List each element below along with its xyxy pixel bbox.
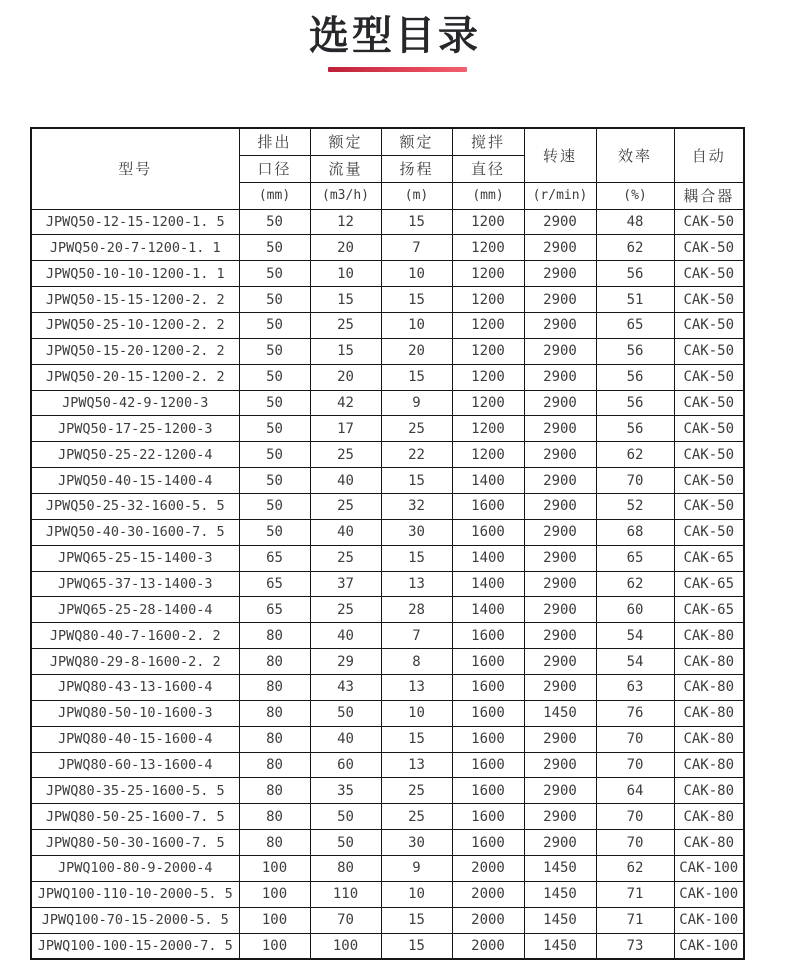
model-cell: JPWQ50-15-15-1200-2. 2	[31, 287, 239, 313]
table-row	[31, 855, 744, 881]
coupler-cell: CAK-80	[674, 726, 744, 752]
efficiency-cell: 56	[596, 261, 674, 287]
flow-cell: 110	[310, 881, 381, 907]
head-cell: 13	[381, 571, 452, 597]
coupler-cell: CAK-50	[674, 519, 744, 545]
mixing-cell: 1600	[452, 804, 524, 830]
table-row	[31, 545, 744, 571]
model-cell: JPWQ50-40-15-1400-4	[31, 468, 239, 494]
model-cell: JPWQ50-40-30-1600-7. 5	[31, 519, 239, 545]
table-row	[31, 649, 744, 675]
speed-cell: 2900	[524, 674, 596, 700]
unit-mixing: (mm)	[452, 182, 524, 209]
flow-cell: 40	[310, 623, 381, 649]
model-cell: JPWQ100-80-9-2000-4	[31, 855, 239, 881]
table-row	[31, 674, 744, 700]
mixing-cell: 1200	[452, 390, 524, 416]
outlet-cell: 50	[239, 364, 310, 390]
coupler-cell: CAK-65	[674, 571, 744, 597]
table-row	[31, 416, 744, 442]
table-row	[31, 597, 744, 623]
speed-cell: 1450	[524, 933, 596, 959]
model-cell: JPWQ50-15-20-1200-2. 2	[31, 338, 239, 364]
efficiency-cell: 76	[596, 700, 674, 726]
flow-cell: 50	[310, 804, 381, 830]
unit-head: (m)	[381, 182, 452, 209]
flow-cell: 43	[310, 674, 381, 700]
table-row	[31, 881, 744, 907]
header-row-1	[31, 128, 744, 155]
table-row	[31, 752, 744, 778]
model-cell: JPWQ100-100-15-2000-7. 5	[31, 933, 239, 959]
head-cell: 10	[381, 881, 452, 907]
mixing-cell: 1200	[452, 338, 524, 364]
mixing-cell: 1600	[452, 778, 524, 804]
outlet-cell: 100	[239, 855, 310, 881]
outlet-cell: 80	[239, 674, 310, 700]
outlet-cell: 100	[239, 933, 310, 959]
speed-cell: 1450	[524, 881, 596, 907]
head-cell: 25	[381, 416, 452, 442]
outlet-cell: 80	[239, 752, 310, 778]
head-cell: 15	[381, 545, 452, 571]
mixing-cell: 1200	[452, 312, 524, 338]
outlet-cell: 80	[239, 700, 310, 726]
coupler-cell: CAK-80	[674, 623, 744, 649]
model-cell: JPWQ80-60-13-1600-4	[31, 752, 239, 778]
head-cell: 15	[381, 726, 452, 752]
outlet-cell: 100	[239, 907, 310, 933]
outlet-cell: 50	[239, 261, 310, 287]
head-cell: 30	[381, 830, 452, 856]
mixing-cell: 1400	[452, 545, 524, 571]
coupler-cell: CAK-80	[674, 649, 744, 675]
model-cell: JPWQ80-50-10-1600-3	[31, 700, 239, 726]
speed-cell: 2900	[524, 571, 596, 597]
model-cell: JPWQ80-35-25-1600-5. 5	[31, 778, 239, 804]
coupler-cell: CAK-50	[674, 416, 744, 442]
flow-cell: 50	[310, 830, 381, 856]
col-header-outlet-line2: 口径	[239, 155, 310, 182]
model-cell: JPWQ80-40-15-1600-4	[31, 726, 239, 752]
outlet-cell: 50	[239, 390, 310, 416]
table-row	[31, 468, 744, 494]
coupler-cell: CAK-80	[674, 778, 744, 804]
efficiency-cell: 68	[596, 519, 674, 545]
efficiency-cell: 71	[596, 881, 674, 907]
outlet-cell: 50	[239, 312, 310, 338]
speed-cell: 2900	[524, 468, 596, 494]
outlet-cell: 80	[239, 726, 310, 752]
efficiency-cell: 70	[596, 830, 674, 856]
coupler-cell: CAK-50	[674, 338, 744, 364]
table-row	[31, 804, 744, 830]
outlet-cell: 80	[239, 649, 310, 675]
outlet-cell: 50	[239, 338, 310, 364]
head-cell: 7	[381, 623, 452, 649]
coupler-cell: CAK-80	[674, 804, 744, 830]
table-row	[31, 312, 744, 338]
mixing-cell: 2000	[452, 881, 524, 907]
model-cell: JPWQ65-25-28-1400-4	[31, 597, 239, 623]
col-header-efficiency: 效率	[596, 128, 674, 182]
outlet-cell: 50	[239, 519, 310, 545]
head-cell: 15	[381, 468, 452, 494]
table-row	[31, 442, 744, 468]
speed-cell: 2900	[524, 312, 596, 338]
efficiency-cell: 52	[596, 493, 674, 519]
mixing-cell: 2000	[452, 933, 524, 959]
flow-cell: 25	[310, 442, 381, 468]
coupler-cell: CAK-50	[674, 442, 744, 468]
outlet-cell: 50	[239, 442, 310, 468]
mixing-cell: 1200	[452, 416, 524, 442]
mixing-cell: 1200	[452, 364, 524, 390]
efficiency-cell: 51	[596, 287, 674, 313]
table-row	[31, 287, 744, 313]
unit-outlet: (mm)	[239, 182, 310, 209]
coupler-cell: CAK-100	[674, 855, 744, 881]
table-header	[31, 128, 744, 209]
mixing-cell: 1600	[452, 752, 524, 778]
head-cell: 15	[381, 287, 452, 313]
mixing-cell: 1200	[452, 235, 524, 261]
flow-cell: 42	[310, 390, 381, 416]
mixing-cell: 1400	[452, 571, 524, 597]
col-header-flow-line1: 额定	[310, 128, 381, 155]
speed-cell: 2900	[524, 442, 596, 468]
speed-cell: 2900	[524, 261, 596, 287]
mixing-cell: 2000	[452, 907, 524, 933]
speed-cell: 2900	[524, 597, 596, 623]
speed-cell: 2900	[524, 493, 596, 519]
selection-catalog-table	[30, 127, 745, 960]
efficiency-cell: 56	[596, 390, 674, 416]
table-row	[31, 235, 744, 261]
table-row	[31, 700, 744, 726]
title-underline-divider	[328, 67, 467, 72]
efficiency-cell: 60	[596, 597, 674, 623]
flow-cell: 10	[310, 261, 381, 287]
table-row	[31, 778, 744, 804]
speed-cell: 1450	[524, 700, 596, 726]
head-cell: 10	[381, 700, 452, 726]
col-header-coupler-line1: 自动	[674, 128, 744, 182]
col-header-mixing-line1: 搅拌	[452, 128, 524, 155]
flow-cell: 17	[310, 416, 381, 442]
flow-cell: 40	[310, 519, 381, 545]
flow-cell: 15	[310, 287, 381, 313]
coupler-cell: CAK-80	[674, 674, 744, 700]
coupler-cell: CAK-50	[674, 493, 744, 519]
col-header-head-line2: 扬程	[381, 155, 452, 182]
flow-cell: 100	[310, 933, 381, 959]
outlet-cell: 65	[239, 597, 310, 623]
flow-cell: 70	[310, 907, 381, 933]
efficiency-cell: 70	[596, 726, 674, 752]
col-header-mixing-line2: 直径	[452, 155, 524, 182]
model-cell: JPWQ50-25-32-1600-5. 5	[31, 493, 239, 519]
head-cell: 15	[381, 364, 452, 390]
speed-cell: 2900	[524, 287, 596, 313]
model-cell: JPWQ100-110-10-2000-5. 5	[31, 881, 239, 907]
model-cell: JPWQ50-12-15-1200-1. 5	[31, 209, 239, 235]
mixing-cell: 1600	[452, 519, 524, 545]
efficiency-cell: 70	[596, 468, 674, 494]
table-row	[31, 726, 744, 752]
flow-cell: 25	[310, 493, 381, 519]
table-row	[31, 209, 744, 235]
coupler-cell: CAK-80	[674, 830, 744, 856]
head-cell: 30	[381, 519, 452, 545]
mixing-cell: 1200	[452, 209, 524, 235]
coupler-cell: CAK-50	[674, 261, 744, 287]
outlet-cell: 50	[239, 493, 310, 519]
table-row	[31, 623, 744, 649]
model-cell: JPWQ100-70-15-2000-5. 5	[31, 907, 239, 933]
mixing-cell: 1200	[452, 261, 524, 287]
speed-cell: 2900	[524, 235, 596, 261]
head-cell: 15	[381, 907, 452, 933]
model-cell: JPWQ50-17-25-1200-3	[31, 416, 239, 442]
mixing-cell: 1600	[452, 623, 524, 649]
model-cell: JPWQ80-50-30-1600-7. 5	[31, 830, 239, 856]
coupler-cell: CAK-50	[674, 312, 744, 338]
speed-cell: 1450	[524, 855, 596, 881]
flow-cell: 29	[310, 649, 381, 675]
coupler-cell: CAK-50	[674, 209, 744, 235]
model-cell: JPWQ50-42-9-1200-3	[31, 390, 239, 416]
outlet-cell: 65	[239, 571, 310, 597]
speed-cell: 2900	[524, 752, 596, 778]
speed-cell: 2900	[524, 778, 596, 804]
coupler-cell: CAK-65	[674, 597, 744, 623]
speed-cell: 2900	[524, 623, 596, 649]
efficiency-cell: 56	[596, 338, 674, 364]
speed-cell: 2900	[524, 649, 596, 675]
efficiency-cell: 48	[596, 209, 674, 235]
efficiency-cell: 71	[596, 907, 674, 933]
table-body	[31, 209, 744, 959]
model-cell: JPWQ80-50-25-1600-7. 5	[31, 804, 239, 830]
efficiency-cell: 56	[596, 364, 674, 390]
mixing-cell: 1200	[452, 287, 524, 313]
speed-cell: 2900	[524, 209, 596, 235]
speed-cell: 1450	[524, 907, 596, 933]
coupler-cell: CAK-65	[674, 545, 744, 571]
speed-cell: 2900	[524, 416, 596, 442]
model-cell: JPWQ80-29-8-1600-2. 2	[31, 649, 239, 675]
flow-cell: 25	[310, 312, 381, 338]
head-cell: 22	[381, 442, 452, 468]
coupler-cell: CAK-80	[674, 752, 744, 778]
coupler-cell: CAK-50	[674, 235, 744, 261]
outlet-cell: 65	[239, 545, 310, 571]
col-header-head-line1: 额定	[381, 128, 452, 155]
efficiency-cell: 54	[596, 623, 674, 649]
flow-cell: 37	[310, 571, 381, 597]
model-cell: JPWQ65-25-15-1400-3	[31, 545, 239, 571]
model-cell: JPWQ50-25-10-1200-2. 2	[31, 312, 239, 338]
speed-cell: 2900	[524, 338, 596, 364]
table-row	[31, 493, 744, 519]
table-row	[31, 338, 744, 364]
mixing-cell: 1600	[452, 493, 524, 519]
mixing-cell: 1200	[452, 442, 524, 468]
coupler-cell: CAK-100	[674, 933, 744, 959]
head-cell: 32	[381, 493, 452, 519]
mixing-cell: 1600	[452, 700, 524, 726]
col-header-speed: 转速	[524, 128, 596, 182]
coupler-cell: CAK-80	[674, 700, 744, 726]
head-cell: 13	[381, 674, 452, 700]
table-row	[31, 261, 744, 287]
flow-cell: 80	[310, 855, 381, 881]
flow-cell: 40	[310, 726, 381, 752]
mixing-cell: 1400	[452, 597, 524, 623]
table-row	[31, 830, 744, 856]
table-row	[31, 907, 744, 933]
head-cell: 9	[381, 390, 452, 416]
flow-cell: 40	[310, 468, 381, 494]
flow-cell: 25	[310, 597, 381, 623]
model-cell: JPWQ80-40-7-1600-2. 2	[31, 623, 239, 649]
flow-cell: 12	[310, 209, 381, 235]
col-header-model: 型号	[31, 128, 239, 209]
speed-cell: 2900	[524, 390, 596, 416]
efficiency-cell: 70	[596, 752, 674, 778]
outlet-cell: 80	[239, 830, 310, 856]
head-cell: 25	[381, 804, 452, 830]
efficiency-cell: 65	[596, 312, 674, 338]
flow-cell: 20	[310, 364, 381, 390]
model-cell: JPWQ50-20-15-1200-2. 2	[31, 364, 239, 390]
speed-cell: 2900	[524, 364, 596, 390]
table-row	[31, 933, 744, 959]
outlet-cell: 50	[239, 416, 310, 442]
table-row	[31, 390, 744, 416]
head-cell: 9	[381, 855, 452, 881]
mixing-cell: 1600	[452, 830, 524, 856]
efficiency-cell: 63	[596, 674, 674, 700]
efficiency-cell: 62	[596, 855, 674, 881]
speed-cell: 2900	[524, 830, 596, 856]
coupler-cell: CAK-100	[674, 907, 744, 933]
outlet-cell: 100	[239, 881, 310, 907]
col-header-flow-line2: 流量	[310, 155, 381, 182]
unit-speed: (r/min)	[524, 182, 596, 209]
model-cell: JPWQ50-20-7-1200-1. 1	[31, 235, 239, 261]
efficiency-cell: 65	[596, 545, 674, 571]
outlet-cell: 50	[239, 468, 310, 494]
efficiency-cell: 56	[596, 416, 674, 442]
outlet-cell: 50	[239, 235, 310, 261]
efficiency-cell: 62	[596, 235, 674, 261]
flow-cell: 35	[310, 778, 381, 804]
table-row	[31, 519, 744, 545]
model-cell: JPWQ80-43-13-1600-4	[31, 674, 239, 700]
outlet-cell: 80	[239, 804, 310, 830]
outlet-cell: 80	[239, 778, 310, 804]
unit-efficiency: (%)	[596, 182, 674, 209]
table-row	[31, 364, 744, 390]
head-cell: 15	[381, 209, 452, 235]
head-cell: 20	[381, 338, 452, 364]
mixing-cell: 1600	[452, 649, 524, 675]
table-row	[31, 571, 744, 597]
outlet-cell: 50	[239, 287, 310, 313]
outlet-cell: 50	[239, 209, 310, 235]
coupler-cell: CAK-50	[674, 287, 744, 313]
flow-cell: 25	[310, 545, 381, 571]
head-cell: 25	[381, 778, 452, 804]
page-title: 选型目录	[309, 13, 481, 59]
coupler-cell: CAK-50	[674, 468, 744, 494]
flow-cell: 15	[310, 338, 381, 364]
outlet-cell: 80	[239, 623, 310, 649]
speed-cell: 2900	[524, 804, 596, 830]
head-cell: 10	[381, 261, 452, 287]
efficiency-cell: 73	[596, 933, 674, 959]
mixing-cell: 1600	[452, 726, 524, 752]
head-cell: 7	[381, 235, 452, 261]
coupler-cell: CAK-100	[674, 881, 744, 907]
speed-cell: 2900	[524, 545, 596, 571]
head-cell: 10	[381, 312, 452, 338]
unit-flow: (m3/h)	[310, 182, 381, 209]
model-cell: JPWQ50-10-10-1200-1. 1	[31, 261, 239, 287]
speed-cell: 2900	[524, 726, 596, 752]
coupler-cell: CAK-50	[674, 364, 744, 390]
flow-cell: 60	[310, 752, 381, 778]
efficiency-cell: 62	[596, 442, 674, 468]
col-header-coupler-line2: 耦合器	[674, 182, 744, 209]
col-header-outlet-line1: 排出	[239, 128, 310, 155]
mixing-cell: 2000	[452, 855, 524, 881]
head-cell: 15	[381, 933, 452, 959]
head-cell: 13	[381, 752, 452, 778]
flow-cell: 50	[310, 700, 381, 726]
efficiency-cell: 64	[596, 778, 674, 804]
model-cell: JPWQ65-37-13-1400-3	[31, 571, 239, 597]
efficiency-cell: 70	[596, 804, 674, 830]
model-cell: JPWQ50-25-22-1200-4	[31, 442, 239, 468]
efficiency-cell: 54	[596, 649, 674, 675]
speed-cell: 2900	[524, 519, 596, 545]
efficiency-cell: 62	[596, 571, 674, 597]
mixing-cell: 1400	[452, 468, 524, 494]
head-cell: 8	[381, 649, 452, 675]
mixing-cell: 1600	[452, 674, 524, 700]
coupler-cell: CAK-50	[674, 390, 744, 416]
flow-cell: 20	[310, 235, 381, 261]
head-cell: 28	[381, 597, 452, 623]
